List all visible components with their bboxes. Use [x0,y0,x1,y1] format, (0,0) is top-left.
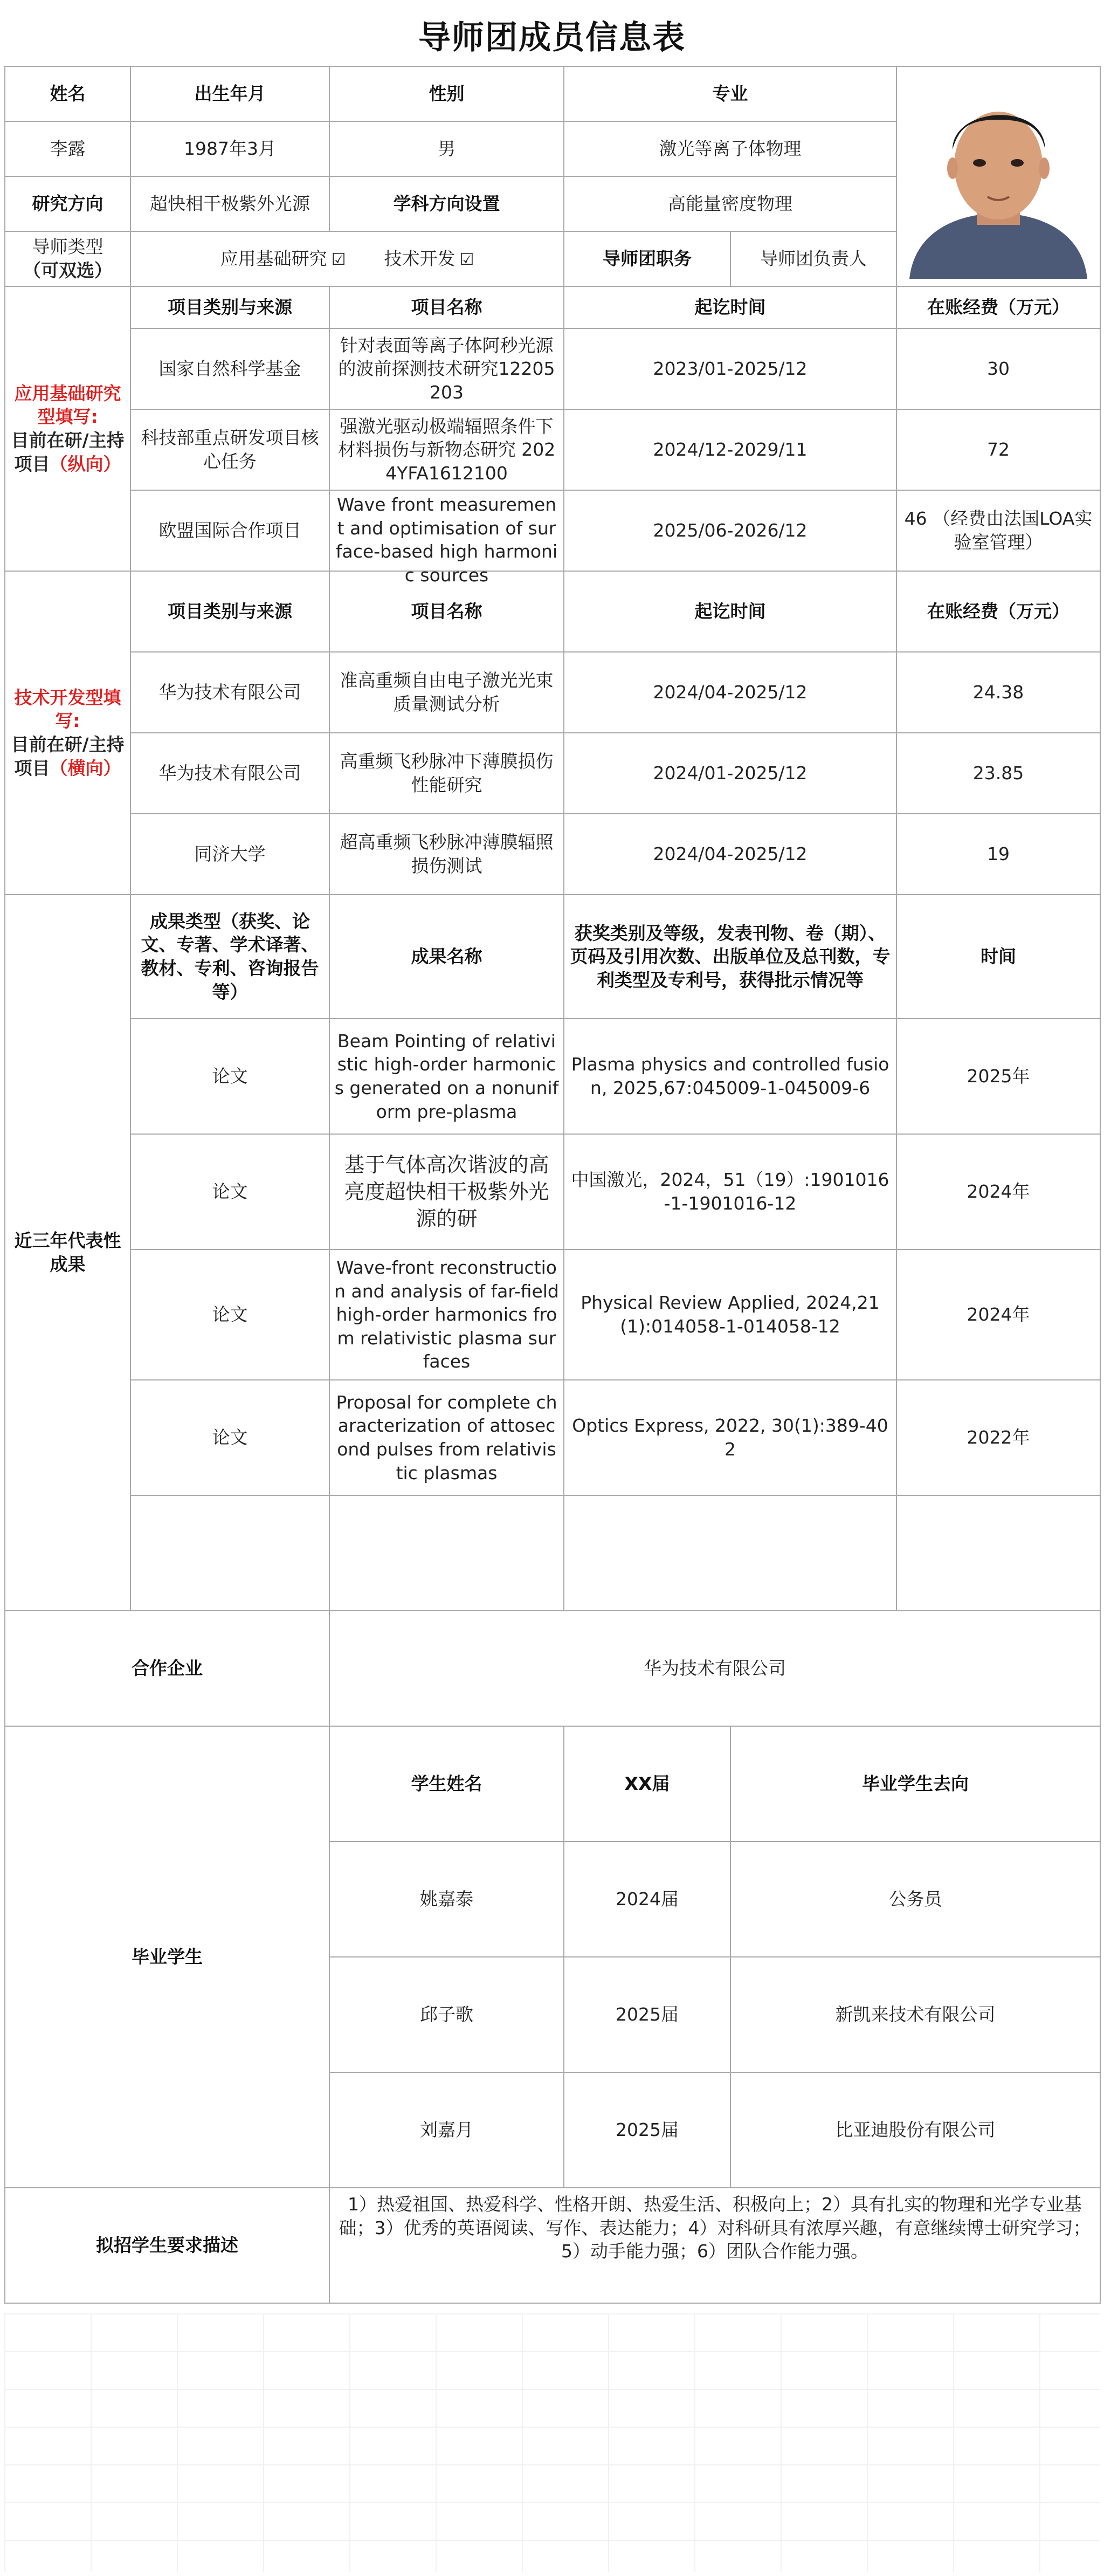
tech-section-line3: （横向） [50,757,121,779]
graduate-year: 2024届 [564,1842,730,1957]
tech-section-line1: 技术开发型填写: [14,686,121,732]
graduate-destination: 新凯来技术有限公司 [730,1957,1100,2072]
tech-project-category: 华为技术有限公司 [130,733,329,814]
tech-project-name: 准高重频自由电子激光光束质量测试分析 [329,652,564,733]
type-basic-checkbox[interactable]: ☑ [331,250,346,270]
avatar [899,68,1098,279]
achievement-empty-cell [130,1495,329,1611]
tech-header-category: 项目类别与来源 [130,571,329,652]
basic-section-label [5,286,130,571]
tech-project-period: 2024/04-2025/12 [564,652,896,733]
basic-project-funds: 72 [896,409,1100,490]
basic-project-name-cell [329,490,564,586]
tech-project-category: 华为技术有限公司 [130,652,329,733]
achievement-detail: Physical Review Applied, 2024,21(1):014058-1-014058-12 [564,1249,896,1380]
mentor-type-text: 导师类型 [32,236,104,258]
basic-project-category: 欧盟国际合作项目 [130,490,329,571]
graduate-header-name: 学生姓名 [329,1726,564,1842]
achievement-time: 2022年 [896,1380,1100,1495]
achievement-detail: Optics Express, 2022, 30(1):389-402 [564,1380,896,1495]
tech-project-name: 高重频飞秒脉冲下薄膜损伤性能研究 [329,733,564,814]
achievement-name: Beam Pointing of relativistic high-order harmonics generated on a nonuniform pre-plasma [329,1019,564,1134]
graduate-header-destination: 毕业学生去向 [730,1726,1100,1842]
gender-value: 男 [329,121,564,176]
requirements-label: 拟招学生要求描述 [5,2188,329,2303]
birth-label: 出生年月 [130,66,329,121]
achievement-name: Proposal for complete characterization of attosecond pulses from relativistic plasmas [329,1380,564,1495]
achievement-header-type: 成果类型（获奖、论文、专著、学术译著、教材、专利、咨询报告等） [130,895,329,1019]
tech-header-funds: 在账经费（万元） [896,571,1100,652]
achievement-empty-cell [896,1495,1100,1611]
type-tech-checkbox[interactable]: ☑ [459,250,474,270]
basic-project-funds: 30 [896,328,1100,409]
major-label: 专业 [564,66,896,121]
achievement-empty-cell [329,1495,564,1611]
achievement-time: 2025年 [896,1019,1100,1134]
tech-section-label [5,571,130,895]
cooperation-label: 合作企业 [5,1611,329,1726]
cooperation-value: 华为技术有限公司 [329,1611,1100,1726]
photo-cell [896,66,1100,286]
basic-project-category: 国家自然科学基金 [130,328,329,409]
achievement-header-name: 成果名称 [329,895,564,1019]
basic-project-period: 2025/06-2026/12 [564,490,896,571]
graduate-destination: 公务员 [730,1842,1100,1957]
graduates-label: 毕业学生 [5,1726,329,2188]
discipline-setting-value: 高能量密度物理 [564,176,896,231]
tech-project-period: 2024/01-2025/12 [564,733,896,814]
graduate-name: 邱子歌 [329,1957,564,2072]
basic-header-category: 项目类别与来源 [130,286,329,328]
achievement-name: 基于气体高次谐波的高亮度超快相干极紫外光源的研 [329,1134,564,1249]
name-label: 姓名 [5,66,130,121]
graduate-year: 2025届 [564,2072,730,2188]
basic-header-funds: 在账经费（万元） [896,286,1100,328]
achievement-time: 2024年 [896,1134,1100,1249]
graduate-destination: 比亚迪股份有限公司 [730,2072,1100,2188]
mentor-type-options [130,231,564,286]
tech-section-line2: 目前在研/主持项目 [11,734,125,779]
team-role-label: 导师团职务 [564,231,730,286]
tech-project-funds: 19 [896,814,1100,895]
gender-label: 性别 [329,66,564,121]
achievement-header-detail: 获奖类别及等级，发表刊物、卷（期）、页码及引用次数、出版单位及总刊数，专利类型及专利号，获得批示情况等 [564,895,896,1019]
tech-project-category: 同济大学 [130,814,329,895]
basic-project-name: 强激光驱动极端辐照条件下材料损伤与新物态研究 2024YFA1612100 [329,409,564,490]
research-direction-label: 研究方向 [5,176,130,231]
discipline-setting-label: 学科方向设置 [329,176,564,231]
info-table [4,66,1101,2304]
requirements-text: 1）热爱祖国、热爱科学、性格开朗、热爱生活、积极向上；2）具有扎实的物理和光学专业基础；3）优秀的英语阅读、写作、表达能力；4）对科研具有浓厚兴趣，有意继续博士研究学习；5）动手能力强；6）团队合作能力强。 [329,2188,1100,2303]
basic-project-period: 2024/12-2029/11 [564,409,896,490]
mentor-type-note: （可双选） [23,260,112,281]
basic-project-funds: 46 （经费由法国LOA实验室管理） [896,490,1100,571]
graduate-year: 2025届 [564,1957,730,2072]
page-title: 导师团成员信息表 [418,19,686,57]
achievement-type: 论文 [130,1134,329,1249]
achievement-type: 论文 [130,1019,329,1134]
type-tech-label: 技术开发 [384,248,456,270]
tech-project-funds: 24.38 [896,652,1100,733]
achievement-type: 论文 [130,1380,329,1495]
research-direction-value: 超快相干极紫外光源 [130,176,329,231]
basic-section-line3: （纵向） [50,453,121,475]
tech-header-period: 起讫时间 [564,571,896,652]
achievement-header-time: 时间 [896,895,1100,1019]
achievement-type: 论文 [130,1249,329,1380]
achievement-detail: 中国激光，2024，51（19）:1901016-1-1901016-12 [564,1134,896,1249]
tech-header-name: 项目名称 [329,571,564,652]
basic-project-name: 针对表面等离子体阿秒光源的波前探测技术研究12205203 [329,328,564,409]
achievements-label: 近三年代表性成果 [5,895,130,1611]
birth-value: 1987年3月 [130,121,329,176]
achievement-name: Wave-front reconstruction and analysis of far-field high-order harmonics from relativistic plasma surfaces [329,1249,564,1380]
name-value: 李露 [5,121,130,176]
graduate-header-year: XX届 [564,1726,730,1842]
basic-header-period: 起讫时间 [564,286,896,328]
tech-project-period: 2024/04-2025/12 [564,814,896,895]
achievement-detail: Plasma physics and controlled fusion, 2025,67:045009-1-045009-6 [564,1019,896,1134]
basic-project-name: Wave front measurement and optimisation of surface-based high harmonic sources [335,494,558,586]
mentor-type-label [5,231,130,286]
tech-project-name: 超高重频飞秒脉冲薄膜辐照损伤测试 [329,814,564,895]
tech-project-funds: 23.85 [896,733,1100,814]
basic-section-line2: 目前在研/主持项目 [11,430,125,475]
basic-project-category: 科技部重点研发项目核心任务 [130,409,329,490]
achievement-time: 2024年 [896,1249,1100,1380]
team-role-value: 导师团负责人 [730,231,896,286]
basic-project-period: 2023/01-2025/12 [564,328,896,409]
basic-section-line1: 应用基础研究型填写: [14,382,121,428]
graduate-name: 姚嘉泰 [329,1842,564,1957]
graduate-name: 刘嘉月 [329,2072,564,2188]
type-basic-label: 应用基础研究 [220,248,327,270]
achievement-empty-cell [564,1495,896,1611]
empty-sheet-area [4,2313,1100,2572]
basic-header-name: 项目名称 [329,286,564,328]
major-value: 激光等离子体物理 [564,121,896,176]
